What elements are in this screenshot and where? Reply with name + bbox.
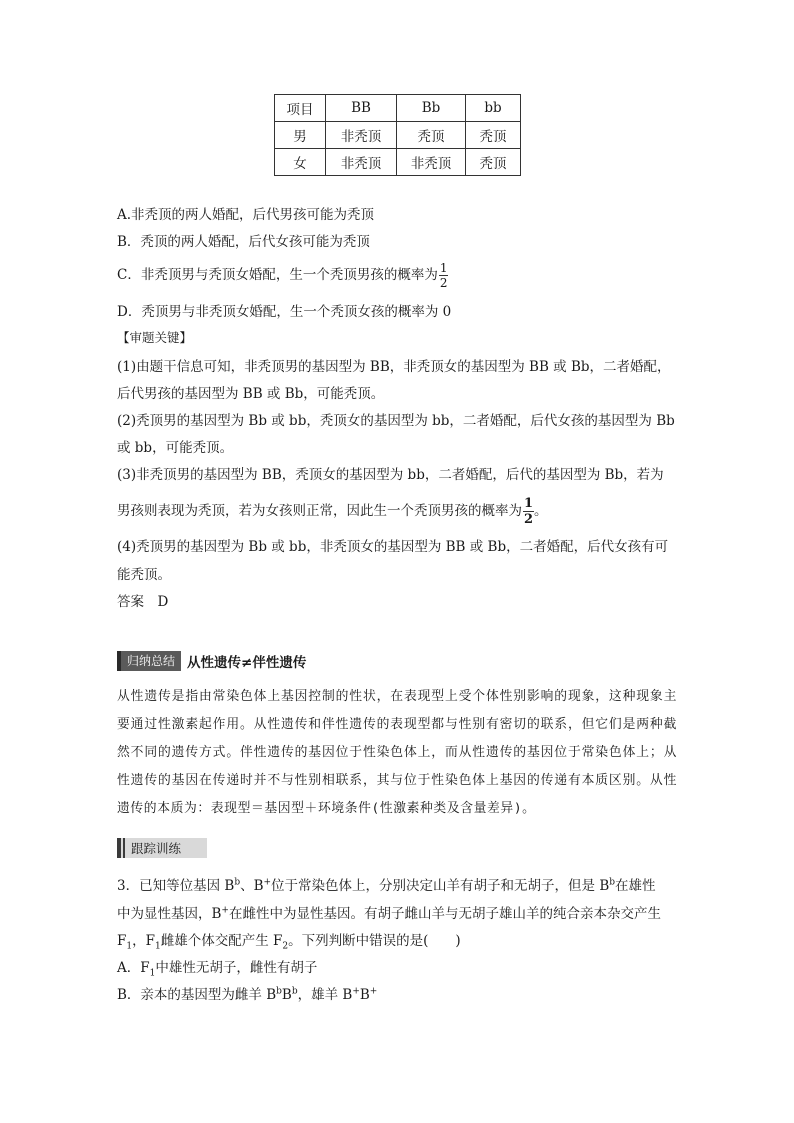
text-span: 在雌性中为显性基因。有胡子雌山羊与无胡子雄山羊的纯合亲本杂交产生 xyxy=(228,906,661,922)
superscript: + xyxy=(369,986,378,997)
analysis-p4-line2: 能秃顶。 xyxy=(117,567,171,583)
tag-bar-icon xyxy=(123,838,125,858)
analysis-p3-end: 。 xyxy=(534,503,548,519)
option-a: A.非秃顶的两人婚配，后代男孩可能为秃顶 xyxy=(117,207,375,223)
text-span: 雌雄个体交配产生 F xyxy=(160,933,283,949)
text-span: 中为显性基因，B xyxy=(117,906,222,922)
fraction xyxy=(523,497,534,526)
fraction-denominator: 2 xyxy=(524,512,534,527)
summary-text: 从性遗传是指由常染色体上基因控制的性状，在表现型上受个体性别影响的现象，这种现象主要通过性激素起作用。从性遗传和伴性遗传的表现型都与性别有密切的联系，但它们是两种截然不同的遗传方式。伴性遗传的基因位于性染色体上，而从性遗传的基因位于常染色体上；从性遗传的基因在传递时并不与性别相联系，其与位于性染色体上基因的传递有本质区别。从性遗传的本质为：表现型＝基因型＋环境条件(性激素种类及含量差异)。 xyxy=(117,689,677,816)
fraction xyxy=(439,262,449,289)
follow-training-label: 跟踪训练 xyxy=(131,841,182,856)
table-row xyxy=(275,149,521,176)
tag-bar-icon xyxy=(117,838,121,858)
table-cell: 非秃顶 xyxy=(326,122,397,149)
genotype-table xyxy=(274,94,521,176)
subscript: 2 xyxy=(282,941,289,952)
question3-option-a xyxy=(117,958,317,978)
text-span: 3．已知等位基因 B xyxy=(117,878,235,894)
table-header-cell: BB xyxy=(326,95,397,122)
question3-line2 xyxy=(117,904,661,924)
text-span: 、B xyxy=(240,878,264,894)
superscript: + xyxy=(352,986,360,997)
table-cell: 秃顶 xyxy=(466,122,521,149)
table-cell: 女 xyxy=(275,149,326,176)
analysis-p3-line2-text: 男孩则表现为秃顶，若为女孩则正常，因此生一个秃顶男孩的概率为 xyxy=(117,503,522,519)
analysis-p1-line2: 后代男孩的基因型为 BB 或 Bb，可能秃顶。 xyxy=(117,386,385,402)
fraction-numerator: 1 xyxy=(524,496,534,511)
superscript: + xyxy=(263,877,272,888)
text-span: ，F xyxy=(132,933,155,949)
superscript: b xyxy=(291,986,298,997)
question3-line1 xyxy=(117,876,656,896)
table-cell: 非秃顶 xyxy=(326,149,397,176)
fraction-denominator: 2 xyxy=(439,276,448,290)
subscript: 1 xyxy=(154,941,161,952)
summary-title: 从性遗传≠伴性遗传 xyxy=(187,655,307,671)
analysis-p2-line2: 或 bb，可能秃顶。 xyxy=(117,440,234,456)
option-d: D．秃顶男与非秃顶女婚配，生一个秃顶女孩的概率为 0 xyxy=(117,304,452,320)
option-c xyxy=(117,262,448,289)
question3-option-b xyxy=(117,985,377,1005)
table-cell: 男 xyxy=(275,122,326,149)
table-header-row xyxy=(275,95,521,122)
text-span: 在雄性 xyxy=(615,878,656,894)
text-span: A．F xyxy=(117,960,150,976)
analysis-p3-line1: (3)非秃顶男的基因型为 BB，秃顶女的基因型为 bb，二者婚配，后代的基因型为 Bb，若为 xyxy=(117,467,664,483)
text-span: 中雄性无胡子，雌性有胡子 xyxy=(155,960,318,976)
table-cell: 秃顶 xyxy=(466,149,521,176)
text-span: 。下列判断中错误的是( ) xyxy=(288,933,461,949)
answer: 答案 D xyxy=(117,594,169,610)
analysis-p4-line1: (4)秃顶男的基因型为 Bb 或 bb，非秃顶女的基因型为 BB 或 Bb，二者婚配，后代女孩有可 xyxy=(117,539,669,555)
text-span: ，雄羊 B xyxy=(297,987,353,1003)
text-span: B．亲本的基因型为雌羊 B xyxy=(117,987,277,1003)
table-header-cell: bb xyxy=(466,95,521,122)
analysis-title: 【审题关键】 xyxy=(117,330,193,345)
superscript: b xyxy=(609,877,616,888)
summary-tag: 归纳总结 xyxy=(117,651,181,671)
superscript: b xyxy=(276,986,282,997)
text-span: F xyxy=(117,933,127,949)
text-span: B xyxy=(359,987,370,1003)
subscript: 1 xyxy=(149,968,156,979)
table-row xyxy=(275,122,521,149)
table-header-cell: Bb xyxy=(397,95,466,122)
analysis-p1-line1: (1)由题干信息可知，非秃顶男的基因型为 BB，非秃顶女的基因型为 BB 或 Bb，二者婚配， xyxy=(117,359,671,375)
summary-header xyxy=(117,651,306,671)
text-span: B xyxy=(281,987,292,1003)
follow-training-tag xyxy=(117,838,207,858)
superscript: b xyxy=(234,877,241,888)
table-header-cell: 项目 xyxy=(275,95,326,122)
option-b: B．秃顶的两人婚配，后代女孩可能为秃顶 xyxy=(117,234,370,250)
subscript: 1 xyxy=(126,941,133,952)
table-cell: 秃顶 xyxy=(397,122,466,149)
fraction-numerator: 1 xyxy=(439,261,448,275)
text-span: 位于常染色体上，分别决定山羊有胡子和无胡子，但是 B xyxy=(271,878,610,894)
superscript: + xyxy=(221,905,229,916)
option-c-text: C．非秃顶男与秃顶女婚配，生一个秃顶男孩的概率为 xyxy=(117,267,438,283)
table-cell: 非秃顶 xyxy=(397,149,466,176)
analysis-p2-line1: (2)秃顶男的基因型为 Bb 或 bb，秃顶女的基因型为 bb，二者婚配，后代女孩的基因型为 Bb xyxy=(117,413,675,429)
analysis-p3-line2 xyxy=(117,497,548,526)
question3-line3 xyxy=(117,931,461,951)
